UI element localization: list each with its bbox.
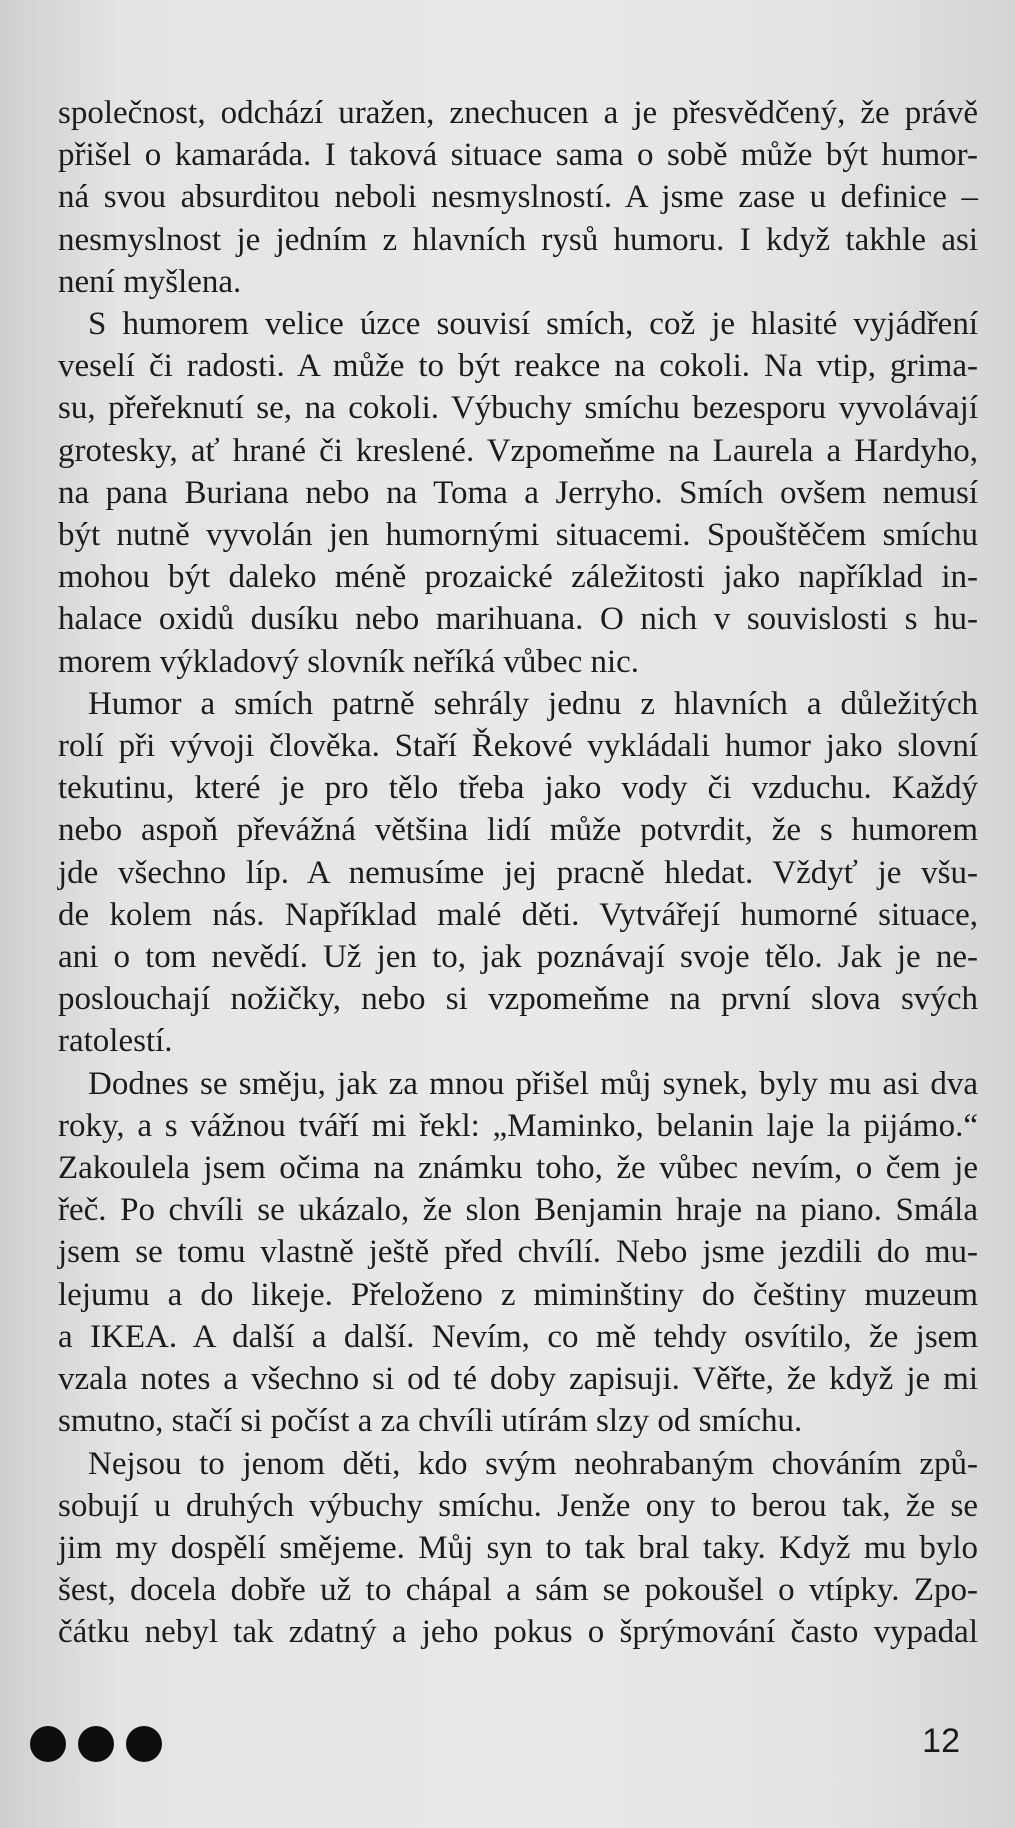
text-line: ratolestí. xyxy=(58,1023,173,1060)
text-line: de kolem nás. Například malé děti. Vytvářejí humorné situace, xyxy=(58,896,978,933)
text-line: su, přeřeknutí se, na cokoli. Výbuchy smíchu bezesporu vyvolávají xyxy=(58,390,978,427)
dot-icon xyxy=(30,1726,66,1762)
text-line: veselí či radosti. A může to být reakce na cokoli. Na vtip, grima- xyxy=(58,348,978,385)
text-line: roky, a s vážnou tváří mi řekl: „Maminko, belanin laje la pijámo.“ xyxy=(58,1107,978,1144)
text-line: mohou být daleko méně prozaické záležitosti jako například in- xyxy=(58,559,978,596)
text-line: poslouchají nožičky, nebo si vzpomeňme na první slova svých xyxy=(58,981,978,1018)
paragraph-2 xyxy=(58,303,978,683)
text-line: S humorem velice úzce souvisí smích, což je hlasité vyjádření xyxy=(88,306,978,343)
text-line: nebo aspoň převážná většina lidí může potvrdit, že s humorem xyxy=(58,812,978,849)
text-line: jde všechno líp. A nemusíme jej pracně hledat. Vždyť je všu- xyxy=(58,854,978,891)
text-line: jsem se tomu vlastně ještě před chvílí. Nebo jsme jezdili do mu- xyxy=(58,1234,978,1271)
text-line: Dodnes se směju, jak za mnou přišel můj synek, byly mu asi dva xyxy=(88,1065,978,1102)
text-line: ani o tom nevědí. Už jen to, jak poznávají svoje tělo. Jak je ne- xyxy=(58,939,978,976)
text-line: nesmyslnost je jedním z hlavních rysů humoru. I když takhle asi xyxy=(58,221,978,258)
text-line: rolí při vývoji člověka. Staří Řekové vykládali humor jako slovní xyxy=(58,728,978,765)
text-line: sobují u druhých výbuchy smíchu. Jenže ony to berou tak, že se xyxy=(58,1487,978,1524)
text-line: ná svou absurditou neboli nesmyslností. A jsme zase u definice – xyxy=(58,179,978,216)
text-line: čátku nebyl tak zdatný a jeho pokus o šprýmování často vypadal xyxy=(58,1614,978,1651)
text-line: tekutinu, které je pro tělo třeba jako vody či vzduchu. Každý xyxy=(58,770,978,807)
text-line: jim my dospělí smějeme. Můj syn to tak bral taky. Když mu bylo xyxy=(58,1529,978,1566)
text-line: Zakoulela jsem očima na známku toho, že vůbec nevím, o čem je xyxy=(58,1150,978,1187)
text-line: přišel o kamaráda. I taková situace sama o sobě může být humor- xyxy=(58,137,978,174)
text-line: vzala notes a všechno si od té doby zapisuji. Věřte, že když je mi xyxy=(58,1361,978,1398)
page-number: 12 xyxy=(922,1722,960,1760)
text-line: na pana Buriana nebo na Toma a Jerryho. Smích ovšem nemusí xyxy=(58,474,978,511)
page-footer xyxy=(30,1722,960,1786)
three-dots-ornament-icon xyxy=(30,1726,162,1762)
text-line: Humor a smích patrně sehrály jednu z hlavních a důležitých xyxy=(88,685,978,722)
dot-icon xyxy=(78,1726,114,1762)
text-line: morem výkladový slovník neříká vůbec nic. xyxy=(58,643,640,680)
text-line: smutno, stačí si počíst a za chvíli utírám slzy od smíchu. xyxy=(58,1403,803,1440)
paragraph-4 xyxy=(58,1063,978,1443)
text-line: halace oxidů dusíku nebo marihuana. O nich v souvislosti s hu- xyxy=(58,601,978,638)
text-line: společnost, odchází uražen, znechucen a je přesvědčený, že právě xyxy=(58,95,978,131)
text-line: být nutně vyvolán jen humornými situacemi. Spouštěčem smíchu xyxy=(58,517,978,554)
paragraph-5 xyxy=(58,1443,978,1654)
text-line: řeč. Po chvíli se ukázalo, že slon Benjamin hraje na piano. Smála xyxy=(58,1192,978,1229)
page-body xyxy=(58,92,978,1654)
text-line: Nejsou to jenom děti, kdo svým neohrabaným chováním způ- xyxy=(88,1445,978,1482)
dot-icon xyxy=(126,1726,162,1762)
text-line: není myšlena. xyxy=(58,263,242,300)
text-line: lejumu a do likeje. Přeloženo z miminštiny do češtiny muzeum xyxy=(58,1276,978,1313)
paragraph-3 xyxy=(58,683,978,1063)
paragraph-1 xyxy=(58,92,978,303)
text-line: šest, docela dobře už to chápal a sám se pokoušel o vtípky. Zpo- xyxy=(58,1572,978,1609)
text-line: grotesky, ať hrané či kreslené. Vzpomeňme na Laurela a Hardyho, xyxy=(58,432,978,469)
text-line: a IKEA. A další a další. Nevím, co mě tehdy osvítilo, že jsem xyxy=(58,1318,978,1355)
